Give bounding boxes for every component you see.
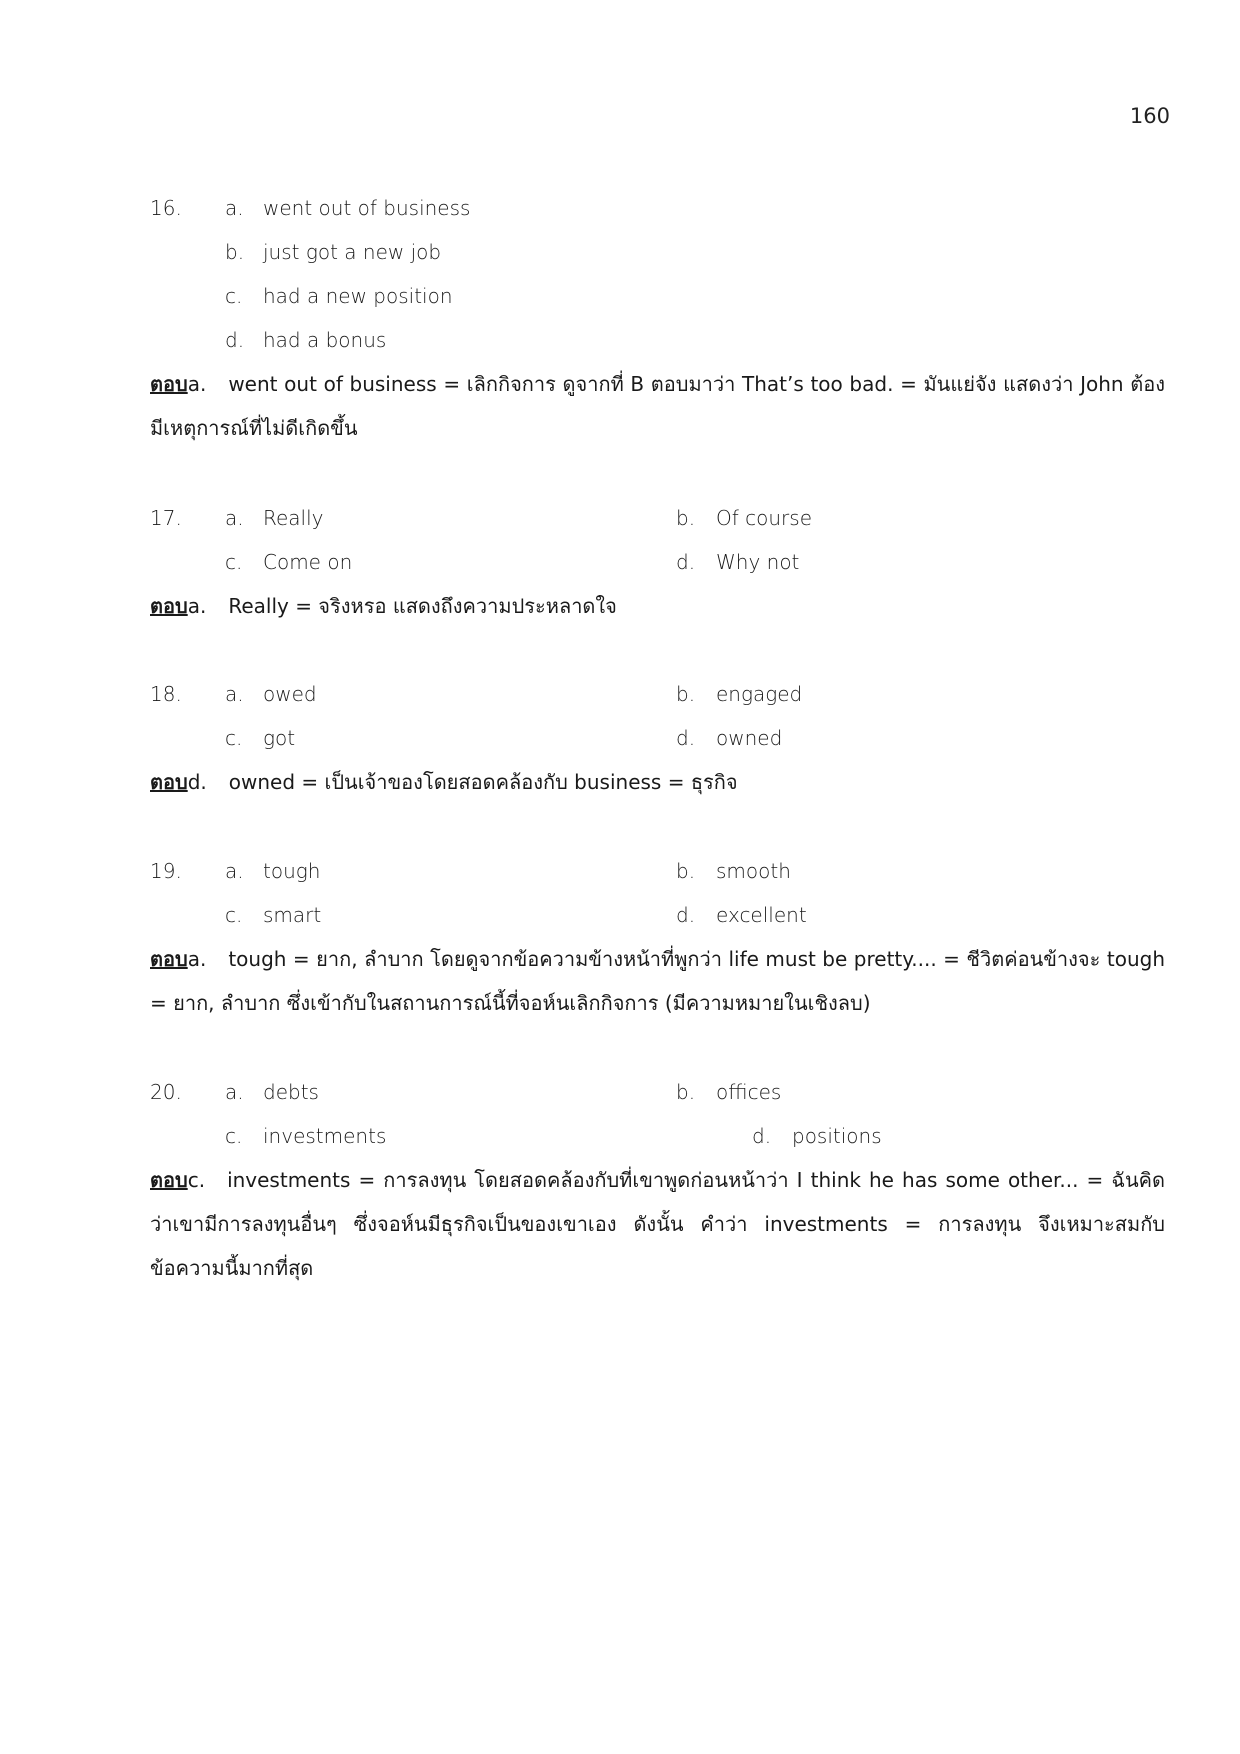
option-text: offices — [716, 1080, 782, 1104]
option-letter: d. — [676, 550, 696, 574]
option-text: excellent — [716, 903, 807, 927]
answer-label: ตอบ — [150, 947, 188, 971]
explanation-text: tough = ยาก, ลำบาก โดยดูจากข้อความข้างหน้าที่พูกว่า life must be pretty.... = ชีวิตค่อนข้างจะ tough = ยาก, ลำบาก ซึ่งเข้ากับในสถานการณ์นี้ที่จอห์นเลิกกิจการ (มีความหมายในเชิงลบ) — [150, 947, 1165, 1015]
option-text: tough — [263, 859, 321, 883]
option-text: debts — [263, 1080, 319, 1104]
option-text: had a bonus — [263, 328, 387, 352]
option-letter: c. — [225, 550, 243, 574]
option-text: smart — [263, 903, 322, 927]
option-text: had a new position — [263, 284, 453, 308]
answer-explanation — [150, 362, 1165, 450]
option-letter: b. — [676, 1080, 696, 1104]
option-text: went out of business — [263, 196, 471, 220]
option-letter: a. — [225, 682, 244, 706]
option-letter: d. — [752, 1124, 772, 1148]
answer-key: d. — [187, 770, 207, 794]
question-number: 17. — [150, 506, 182, 530]
option-letter: c. — [225, 903, 243, 927]
option-text: owned — [716, 726, 783, 750]
answer-key: a. — [187, 947, 207, 971]
answer-key: a. — [187, 594, 207, 618]
question-number: 18. — [150, 682, 182, 706]
option-text: engaged — [716, 682, 803, 706]
option-letter: a. — [225, 1080, 244, 1104]
option-letter: d. — [676, 903, 696, 927]
option-text: smooth — [716, 859, 791, 883]
answer-explanation — [150, 760, 1165, 804]
option-text: owed — [263, 682, 317, 706]
answer-explanation — [150, 937, 1165, 1025]
option-text: just got a new job — [263, 240, 442, 264]
answer-explanation — [150, 1158, 1165, 1290]
explanation-text: went out of business = เลิกกิจการ ดูจากที่ B ตอบมาว่า That’s too bad. = มันแย่จัง แสดงว่า John ต้องมีเหตุการณ์ที่ไม่ดีเกิดขึ้น — [150, 372, 1165, 440]
option-letter: a. — [225, 506, 244, 530]
answer-label: ตอบ — [150, 372, 188, 396]
question-number: 20. — [150, 1080, 182, 1104]
answer-label: ตอบ — [150, 1168, 188, 1192]
answer-explanation — [150, 584, 1165, 628]
option-letter: c. — [225, 284, 243, 308]
option-text: positions — [792, 1124, 882, 1148]
option-letter: c. — [225, 1124, 243, 1148]
answer-label: ตอบ — [150, 770, 188, 794]
option-letter: d. — [676, 726, 696, 750]
option-text: Come on — [263, 550, 353, 574]
option-letter: c. — [225, 726, 243, 750]
answer-label: ตอบ — [150, 594, 188, 618]
option-letter: b. — [676, 506, 696, 530]
option-text: investments — [263, 1124, 387, 1148]
option-text: Really — [263, 506, 324, 530]
option-letter: b. — [225, 240, 245, 264]
answer-key: c. — [187, 1168, 206, 1192]
explanation-text: owned = เป็นเจ้าของโดยสอดคล้องกับ business = ธุรกิจ — [228, 770, 738, 794]
question-number: 16. — [150, 196, 182, 220]
option-letter: b. — [676, 859, 696, 883]
option-letter: a. — [225, 196, 244, 220]
answer-key: a. — [187, 372, 207, 396]
option-text: got — [263, 726, 296, 750]
option-letter: d. — [225, 328, 245, 352]
option-letter: b. — [676, 682, 696, 706]
option-text: Why not — [716, 550, 800, 574]
question-number: 19. — [150, 859, 182, 883]
page-number: 160 — [1129, 104, 1170, 128]
option-text: Of course — [716, 506, 812, 530]
explanation-text: investments = การลงทุน โดยสอดคล้องกับที่เขาพูดก่อนหน้าว่า I think he has some other... = ฉันคิดว่าเขามีการลงทุนอื่นๆ ซึ่งจอห์นมีธุรกิจเป็นของเขาเอง ดังนั้น คำว่า investments = การลงทุน จึงเหมาะสมกับข้อความนี้มากที่สุด — [150, 1168, 1165, 1280]
explanation-text: Really = จริงหรอ แสดงถึงความประหลาดใจ — [228, 594, 617, 618]
option-letter: a. — [225, 859, 244, 883]
